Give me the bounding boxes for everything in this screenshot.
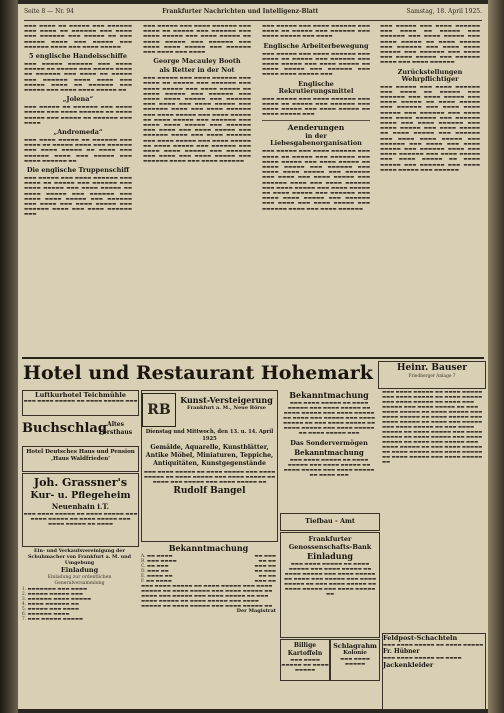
text-block: ▬▬▬ ▬▬▬▬▬ ▬▬▬ ▬▬▬▬ ▬▬▬▬▬▬ ▬▬▬ ▬▬▬▬ ▬▬ ▬▬▬▬▬ ▬▬▬ ▬▬▬▬▬▬ ▬▬▬ ▬▬▬▬ ▬▬▬▬▬ ▬▬▬ ▬▬▬▬ ▬▬▬▬▬ ▬▬ ▬▬▬▬ ▬▬▬▬▬ ▬▬▬: [262, 96, 370, 118]
ad-address: Friedberger Anlage 7: [408, 374, 456, 379]
ad-title: Hotel Deutsches Haus und Pension ,Haus Waldfrieden': [26, 449, 135, 462]
divider: [262, 120, 370, 121]
ad-title: Billige Kartoffeln: [287, 642, 323, 657]
text-block: ▬▬▬ ▬▬▬▬▬ ▬▬▬ ▬▬▬▬ ▬▬▬▬▬▬ ▬▬▬ ▬▬▬▬ ▬▬ ▬▬▬▬▬ ▬▬▬ ▬▬▬▬▬▬ ▬▬▬ ▬▬▬▬ ▬▬▬▬▬ ▬▬▬ ▬▬▬▬ ▬▬▬▬▬ ▬▬ ▬▬▬▬ ▬▬▬▬▬ ▬▬▬ ▬▬▬▬▬▬ ▬▬▬ ▬▬▬▬ ▬▬▬▬ ▬▬▬▬▬ ▬▬▬: [262, 51, 370, 78]
ad-grassner: [22, 473, 139, 547]
text-block: ▬▬▬ ▬▬▬▬ ▬▬▬▬▬ ▬▬ ▬▬▬▬ ▬▬▬▬▬ ▬▬▬ ▬▬▬▬ ▬▬▬▬▬ ▬▬ ▬▬▬▬ ▬▬▬▬▬ ▬▬▬ ▬▬▬▬ ▬▬▬▬▬ ▬▬ ▬▬▬▬ ▬▬▬ ▬▬▬▬▬ ▬▬▬ ▬▬▬▬ ▬▬▬▬▬ ▬▬: [143, 470, 276, 485]
ad-place: Neuenhain i.T.: [51, 502, 110, 511]
ad-title: Frankfurter Genossenschafts-Bank: [288, 535, 372, 551]
ad-teichmuehle: [22, 390, 139, 416]
page-binding: [0, 0, 18, 713]
text-block: ▬▬▬ ▬▬▬▬ ▬▬▬▬▬ ▬▬ ▬▬▬▬ ▬▬▬▬▬: [281, 658, 329, 673]
newspaper-page: [18, 4, 488, 709]
ad-hotel-hohemark: [22, 361, 374, 387]
ad-bekanntmachung-1: [280, 390, 378, 510]
text-block: ▬▬▬ ▬▬▬▬▬ ▬▬▬▬▬▬ ▬▬▬ ▬▬▬▬ ▬▬▬▬▬ ▬▬ ▬▬▬▬▬ ▬▬▬ ▬▬▬▬▬ ▬▬▬▬ ▬▬ ▬▬▬▬▬▬ ▬▬▬ ▬▬▬▬ ▬▬ ▬▬▬▬▬ ▬▬▬ ▬▬▬▬▬▬ ▬▬▬▬ ▬▬▬▬ ▬▬▬ ▬▬▬▬▬ ▬▬▬▬ ▬▬ ▬▬▬▬▬▬ ▬▬▬ ▬▬▬▬▬ ▬▬▬ ▬▬▬▬ ▬▬▬▬ ▬▬▬▬▬ ▬▬: [24, 62, 132, 94]
ad-subtitle: Kolonie: [343, 650, 367, 656]
text-block: ▬▬▬ ▬▬▬▬ ▬▬▬▬▬ ▬▬ ▬▬▬▬ ▬▬▬▬▬ ▬▬▬ ▬▬▬▬ ▬▬▬▬▬ ▬▬ ▬▬▬▬ ▬▬▬▬▬ ▬▬▬ ▬▬▬▬ ▬▬▬▬▬ ▬▬ ▬▬▬▬: [23, 512, 138, 527]
text-block: ▬▬▬ ▬▬▬▬▬ ▬▬ ▬▬▬▬▬▬ ▬▬▬ ▬▬▬▬ ▬▬▬▬▬ ▬▬▬ ▬▬▬▬ ▬▬▬▬▬▬ ▬▬ ▬▬▬▬ ▬▬▬▬▬ ▬▬▬ ▬▬▬▬▬ ▬▬ ▬▬▬▬▬▬ ▬▬▬ ▬▬▬▬: [24, 105, 132, 126]
headline: Englische Arbeiterbewegung: [263, 41, 369, 50]
ad-deutsches-haus: [22, 446, 139, 472]
ad-title: Bekanntmachung: [168, 543, 249, 553]
headline: Die englische Truppenschiff: [26, 166, 130, 175]
page-edge: [488, 0, 504, 713]
headline: George Macauley Booth: [153, 57, 241, 66]
headline: als Retter in der Not: [159, 66, 235, 75]
ad-city: Frankfurt a. M., Neue Börse: [187, 405, 266, 411]
ad-title: Feldpost-Schachteln: [383, 634, 458, 642]
headline: 5 englische Handelsschiffe: [28, 52, 128, 61]
advertisement-section: [22, 357, 484, 705]
ad-title: Bekanntmachung: [289, 390, 369, 400]
auction-logo: RB: [142, 393, 176, 427]
text-block: ▬▬▬ ▬▬▬▬ ▬▬ ▬▬▬▬▬ ▬▬▬ ▬▬▬▬▬▬ ▬▬▬ ▬▬▬▬ ▬▬ ▬▬▬▬▬▬ ▬▬▬ ▬▬▬▬ ▬▬▬ ▬▬▬▬▬▬ ▬▬▬ ▬▬▬▬▬ ▬▬ ▬▬▬ ▬▬▬▬▬ ▬▬▬▬ ▬▬▬ ▬▬▬▬▬ ▬▬▬ ▬▬▬▬▬▬ ▬▬▬▬ ▬▬▬ ▬▬▬▬ ▬▬▬▬▬: [24, 24, 132, 50]
ad-title: Buchschlag: [22, 421, 107, 436]
text-block: ▬▬▬ ▬▬▬▬ ▬▬▬▬▬ ▬▬ ▬▬▬▬ ▬▬▬▬▬ ▬▬▬ ▬▬▬▬ ▬▬▬▬▬ ▬▬ ▬▬▬▬ ▬▬▬▬▬ ▬▬▬ ▬▬▬▬ ▬▬▬▬▬ ▬▬ ▬▬▬▬ ▬▬▬: [283, 458, 375, 478]
ad-items: Gemälde, Aquarelle, Kunstblätter, Antike Möbel, Miniaturen, Teppiche, Antiquitäten, Kunstgegenstände: [145, 444, 274, 467]
text-block: ▬▬▬ ▬▬▬▬ ▬▬▬▬▬: [340, 657, 370, 667]
text-block: ▬▬▬ ▬▬▬▬▬ ▬▬▬ ▬▬▬▬ ▬▬▬▬▬▬ ▬▬▬ ▬▬▬▬ ▬▬ ▬▬▬▬▬ ▬▬▬ ▬▬▬▬▬▬ ▬▬▬ ▬▬▬▬ ▬▬▬▬▬ ▬▬▬ ▬▬▬▬ ▬▬▬▬▬ ▬▬ ▬▬▬▬ ▬▬▬▬▬ ▬▬▬ ▬▬▬▬▬▬ ▬▬▬ ▬▬▬▬ ▬▬▬▬ ▬▬▬▬▬ ▬▬▬ ▬▬▬▬▬▬ ▬▬▬ ▬▬▬▬ ▬▬▬ ▬▬▬▬ ▬▬▬▬▬ ▬▬▬ ▬▬▬▬▬▬ ▬▬▬▬ ▬▬▬ ▬▬▬▬ ▬▬▬▬▬▬: [380, 24, 480, 66]
ad-title: Kunst-Versteigerung: [180, 395, 273, 405]
ad-title: Altes Forsthaus: [98, 421, 133, 436]
ad-billige-kartoffeln: [280, 639, 330, 681]
ad-date: Dienstag und Mittwoch, den 13. u. 14. April 1925: [145, 429, 274, 442]
ad-title: Jackenkleider: [383, 661, 434, 669]
headline: Englische Rekrutierungsmittel: [278, 79, 354, 95]
ad-heading: Das Sondervermögen: [290, 439, 368, 447]
ad-bauser: [378, 361, 486, 389]
ad-classifieds: [382, 390, 484, 630]
ad-heading: Einladung: [60, 566, 99, 574]
article-column-1: [24, 24, 132, 354]
ad-title: Luftkurhotel Teichmühle: [35, 391, 126, 399]
text-block: ▬▬▬ ▬▬▬▬ ▬▬▬▬▬ ▬▬ ▬▬▬▬ ▬▬▬▬▬ ▬▬▬: [23, 399, 138, 404]
ad-title: Heinr. Bauser: [397, 363, 467, 373]
headline: „Jolena“: [62, 95, 94, 104]
header-date: Samstag, 18. April 1925.: [406, 8, 482, 15]
text-block: ▬▬▬ ▬▬▬▬▬ ▬▬▬ ▬▬▬▬ ▬▬▬▬▬▬ ▬▬▬ ▬▬▬▬ ▬▬ ▬▬▬▬▬ ▬▬▬ ▬▬▬▬▬▬ ▬▬▬ ▬▬▬▬ ▬▬▬▬▬ ▬▬▬ ▬▬▬▬ ▬▬▬▬▬ ▬▬ ▬▬▬▬ ▬▬▬▬▬ ▬▬▬ ▬▬▬▬▬▬ ▬▬▬ ▬▬▬▬ ▬▬▬▬ ▬▬▬▬▬ ▬▬▬ ▬▬▬▬▬▬ ▬▬▬ ▬▬▬▬ ▬▬▬ ▬▬▬▬ ▬▬▬▬▬ ▬▬▬ ▬▬▬▬▬▬ ▬▬▬▬ ▬▬▬ ▬▬▬▬ ▬▬▬▬▬▬ ▬▬▬: [24, 176, 132, 218]
text-block: 1. ▬▬▬▬▬▬▬ ▬▬▬ ▬▬▬▬ 2. ▬▬▬▬▬ ▬▬▬▬▬ ▬▬▬ 3. ▬▬▬▬▬▬ ▬▬▬▬ ▬▬▬▬▬ 4. ▬▬▬▬ ▬▬▬▬▬▬ ▬▬ 5. ▬▬▬▬▬ ▬▬▬ ▬▬▬▬ 6. ▬▬▬▬▬▬ ▬▬▬▬ 7. ▬▬▬ ▬▬▬▬▬ ▬▬▬▬▬: [22, 587, 92, 622]
ad-auctioneer: Rudolf Bangel: [173, 486, 246, 496]
text-block: A. ▬▬ ▬▬▬▬ ▬▬ ▬▬▬ B. ▬▬▬ ▬▬▬▬ ▬▬ ▬▬ C. ▬▬ ▬▬▬ ▬▬▬ ▬▬ D. ▬▬▬ ▬▬ ▬▬ ▬▬▬ E. ▬▬▬▬ ▬▬ ▬▬ ▬▬ F. ▬▬ ▬▬▬▬ ▬▬▬ ▬▬ ▬▬▬ ▬▬▬▬ ▬▬▬▬▬ ▬▬ ▬▬▬▬ ▬▬▬▬▬ ▬▬▬ ▬▬▬▬ ▬▬▬▬▬ ▬▬ ▬▬▬▬ ▬▬▬▬▬ ▬▬▬ ▬▬▬▬ ▬▬▬▬▬ ▬▬ ▬▬▬▬ ▬▬▬ ▬▬▬▬▬ ▬▬▬ ▬▬▬▬ ▬▬▬▬▬ ▬▬ ▬▬▬ ▬▬▬▬ ▬▬▬▬▬ ▬▬ ▬▬▬▬ ▬▬▬▬▬ ▬▬▬ ▬▬▬▬ ▬▬▬▬▬ ▬▬ ▬▬▬▬ ▬▬▬▬▬ ▬▬▬ ▬▬▬▬ ▬▬▬▬▬ ▬▬: [141, 554, 276, 609]
ad-bekanntmachung-3: [141, 543, 276, 708]
ad-title: Joh. Grassner's: [33, 476, 128, 489]
article-column-2: [143, 24, 251, 354]
ad-kunst-versteigerung: [141, 390, 278, 542]
ad-subtitle: Kur- u. Pflegeheim: [30, 490, 131, 501]
article-column-4: [380, 24, 480, 354]
text-block: ▬▬▬ ▬▬▬▬ ▬▬▬▬▬ ▬▬ ▬▬▬▬ ▬▬▬▬▬ ▬▬▬ ▬▬▬▬ ▬▬▬▬▬ ▬▬ ▬▬▬▬ ▬▬▬▬▬ ▬▬▬ ▬▬▬▬ ▬▬▬▬▬ ▬▬ ▬▬▬▬ ▬▬▬ ▬▬▬▬▬ ▬▬▬ ▬▬▬▬ ▬▬▬▬▬ ▬▬ ▬▬▬ ▬▬▬▬ ▬▬▬▬▬ ▬▬ ▬▬▬▬ ▬▬▬▬▬ ▬▬▬ ▬▬▬▬ ▬▬▬▬▬ ▬▬: [283, 562, 377, 597]
text-block: ▬▬▬ ▬▬▬▬ ▬▬▬▬▬ ▬▬ ▬▬▬▬ ▬▬▬▬▬ ▬▬▬ ▬▬▬▬ ▬▬▬▬▬ ▬▬ ▬▬▬▬ ▬▬▬▬▬ ▬▬▬ ▬▬▬▬ ▬▬▬▬▬ ▬▬ ▬▬▬▬ ▬▬▬ ▬▬▬▬▬ ▬▬▬ ▬▬▬▬ ▬▬▬▬▬ ▬▬ ▬▬▬ ▬▬▬▬ ▬▬▬▬▬ ▬▬ ▬▬▬▬ ▬▬▬▬▬ ▬▬▬ ▬▬▬▬ ▬▬▬▬▬ ▬▬ ▬▬▬▬ ▬▬▬▬▬ ▬▬▬ ▬▬▬▬ ▬▬▬▬▬ ▬▬ ▬▬▬▬ ▬▬▬ ▬▬▬▬▬ ▬▬▬ ▬▬▬▬ ▬▬▬▬▬ ▬▬ ▬▬▬ ▬▬▬▬ ▬▬▬▬▬ ▬▬ ▬▬▬▬ ▬▬▬▬▬ ▬▬▬ ▬▬▬▬ ▬▬▬▬▬ ▬▬ ▬▬▬▬ ▬▬▬▬▬ ▬▬▬ ▬▬▬▬ ▬▬▬▬▬ ▬▬ ▬▬▬▬ ▬▬▬ ▬▬▬▬▬ ▬▬▬ ▬▬▬▬ ▬▬▬▬▬ ▬▬ ▬▬▬ ▬▬▬▬ ▬▬▬▬▬ ▬▬ ▬▬▬▬ ▬▬▬▬▬ ▬▬▬ ▬▬▬▬ ▬▬▬▬▬ ▬▬ ▬▬▬▬ ▬▬▬▬▬ ▬▬▬ ▬▬▬▬ ▬▬▬▬▬ ▬▬: [382, 390, 483, 465]
headline: „Andromeda“: [53, 128, 103, 137]
header-page-number: Seite 8 — Nr. 94: [24, 8, 74, 15]
ad-schlagrahm: [330, 639, 380, 681]
running-header: [24, 8, 482, 21]
ad-title: Ein- und Verkaufsvereinigung der Schuhmacher von Frankfurt a. M. und Umgebung: [28, 548, 131, 566]
text-block: ▬▬▬ ▬▬▬▬▬ ▬▬▬ ▬▬▬▬ ▬▬▬▬▬▬ ▬▬▬ ▬▬▬▬ ▬▬ ▬▬▬▬▬ ▬▬▬ ▬▬▬▬▬▬ ▬▬▬ ▬▬▬▬ ▬▬▬▬▬ ▬▬▬ ▬▬▬▬ ▬▬▬▬▬ ▬▬ ▬▬▬▬ ▬▬▬▬▬ ▬▬▬ ▬▬▬▬▬▬ ▬▬▬ ▬▬▬▬ ▬▬▬▬ ▬▬▬▬▬ ▬▬▬ ▬▬▬▬▬▬ ▬▬▬ ▬▬▬▬ ▬▬▬ ▬▬▬▬ ▬▬▬▬▬ ▬▬▬ ▬▬▬▬▬▬ ▬▬▬▬ ▬▬▬ ▬▬▬▬ ▬▬▬▬▬▬ ▬▬▬ ▬▬▬▬ ▬▬▬▬▬ ▬▬▬ ▬▬▬▬ ▬▬▬▬▬ ▬▬ ▬▬▬▬ ▬▬▬▬▬ ▬▬▬ ▬▬▬▬▬▬ ▬▬▬ ▬▬▬▬ ▬▬▬▬ ▬▬▬▬▬ ▬▬▬ ▬▬▬▬▬▬ ▬▬▬ ▬▬▬▬ ▬▬▬ ▬▬▬▬ ▬▬▬▬▬ ▬▬▬ ▬▬▬▬▬▬ ▬▬▬▬ ▬▬▬ ▬▬▬▬ ▬▬▬▬▬▬: [262, 149, 370, 212]
ad-vereinigung: [22, 548, 137, 708]
ad-subtitle: Einladung zur ordentlichen Generalversammlung: [47, 575, 112, 586]
text-block: ▬▬▬ ▬▬▬▬ ▬▬▬▬▬ ▬▬ ▬▬▬▬: [383, 656, 462, 661]
ad-signature: Der Magistrat: [236, 608, 276, 614]
ad-genossenschaftsbank: [280, 532, 380, 638]
text-block: ▬▬▬ ▬▬▬▬▬ ▬▬▬ ▬▬▬▬ ▬▬▬▬▬▬ ▬▬▬ ▬▬▬▬ ▬▬ ▬▬▬▬▬ ▬▬▬ ▬▬▬▬▬▬ ▬▬▬ ▬▬▬▬ ▬▬▬▬▬ ▬▬▬ ▬▬▬▬ ▬▬▬▬▬ ▬▬ ▬▬▬▬ ▬▬▬▬▬ ▬▬▬ ▬▬▬▬▬▬ ▬▬▬ ▬▬▬▬ ▬▬▬▬ ▬▬▬▬▬ ▬▬▬ ▬▬▬▬▬▬ ▬▬▬ ▬▬▬▬ ▬▬▬ ▬▬▬▬ ▬▬▬▬▬ ▬▬▬ ▬▬▬▬▬▬ ▬▬▬▬ ▬▬▬ ▬▬▬▬ ▬▬▬▬▬▬ ▬▬▬ ▬▬▬▬ ▬▬▬▬▬ ▬▬▬ ▬▬▬▬ ▬▬▬▬▬ ▬▬ ▬▬▬▬ ▬▬▬▬▬ ▬▬▬ ▬▬▬▬▬▬ ▬▬▬ ▬▬▬▬ ▬▬▬▬ ▬▬▬▬▬ ▬▬▬ ▬▬▬▬▬▬ ▬▬▬ ▬▬▬▬ ▬▬▬ ▬▬▬▬ ▬▬▬▬▬ ▬▬▬ ▬▬▬▬▬▬ ▬▬▬▬ ▬▬▬ ▬▬▬▬ ▬▬▬▬▬▬ ▬▬▬ ▬▬▬▬ ▬▬▬▬▬ ▬▬▬ ▬▬▬▬ ▬▬▬▬▬ ▬▬ ▬▬▬▬ ▬▬▬▬▬ ▬▬▬ ▬▬▬▬▬▬ ▬▬▬ ▬▬▬▬ ▬▬▬▬ ▬▬▬▬▬ ▬▬▬ ▬▬▬▬▬▬: [380, 84, 480, 173]
ad-title: Bekanntmachung: [294, 448, 364, 457]
ad-title: Fr. Hübner: [383, 648, 420, 655]
ad-title: Tiefbau - Amt: [305, 517, 355, 525]
text-block: ▬▬▬ ▬▬▬▬▬ ▬▬▬ ▬▬▬▬ ▬▬▬▬▬▬ ▬▬▬ ▬▬▬▬ ▬▬ ▬▬▬▬▬ ▬▬▬ ▬▬▬▬▬▬ ▬▬▬ ▬▬▬▬ ▬▬▬▬▬ ▬▬▬ ▬▬▬▬ ▬▬▬▬▬ ▬▬ ▬▬▬▬ ▬▬▬▬▬ ▬▬▬ ▬▬▬▬▬▬ ▬▬▬ ▬▬▬▬ ▬▬▬▬ ▬▬▬▬▬ ▬▬▬ ▬▬▬▬▬▬ ▬▬▬ ▬▬▬▬ ▬▬▬ ▬▬▬▬ ▬▬▬▬▬ ▬▬▬ ▬▬▬▬▬▬ ▬▬▬▬ ▬▬▬ ▬▬▬▬ ▬▬▬▬▬▬ ▬▬▬ ▬▬▬▬ ▬▬▬▬▬ ▬▬▬ ▬▬▬▬ ▬▬▬▬▬ ▬▬ ▬▬▬▬ ▬▬▬▬▬ ▬▬▬ ▬▬▬▬▬▬ ▬▬▬ ▬▬▬▬ ▬▬▬▬ ▬▬▬▬▬ ▬▬▬ ▬▬▬▬▬▬ ▬▬▬ ▬▬▬▬ ▬▬▬ ▬▬▬▬ ▬▬▬▬▬ ▬▬▬ ▬▬▬▬▬▬ ▬▬▬▬ ▬▬▬ ▬▬▬▬ ▬▬▬▬▬▬ ▬▬▬ ▬▬▬▬ ▬▬▬▬▬ ▬▬▬ ▬▬▬▬ ▬▬▬▬▬ ▬▬ ▬▬▬▬ ▬▬▬▬▬ ▬▬▬ ▬▬▬▬▬▬ ▬▬▬ ▬▬▬▬ ▬▬▬▬ ▬▬▬▬▬ ▬▬▬ ▬▬▬▬▬▬ ▬▬▬ ▬▬▬▬ ▬▬▬ ▬▬▬▬ ▬▬▬▬▬ ▬▬▬ ▬▬▬▬▬▬ ▬▬▬▬ ▬▬▬ ▬▬▬▬ ▬▬▬▬▬▬: [143, 76, 251, 165]
text-block: ▬▬▬ ▬▬▬▬ ▬▬▬▬▬ ▬▬ ▬▬▬▬▬▬ ▬▬▬ ▬▬▬▬ ▬▬ ▬▬▬▬▬ ▬▬▬▬ ▬▬▬ ▬▬▬▬▬▬ ▬▬▬ ▬▬▬▬ ▬▬▬▬▬ ▬▬ ▬▬▬▬ ▬▬▬ ▬▬▬▬▬▬ ▬▬▬▬ ▬▬▬ ▬▬▬▬▬ ▬▬▬ ▬▬▬▬ ▬▬▬▬▬▬ ▬▬: [24, 138, 132, 164]
article-column-3: [262, 24, 370, 354]
ad-title: Schlagrahm: [333, 642, 377, 650]
ad-heading: Einladung: [307, 551, 353, 561]
ad-buchschlag: [22, 417, 107, 443]
text-block: ▬▬▬ ▬▬▬▬▬ ▬▬▬ ▬▬▬▬ ▬▬▬▬▬▬ ▬▬▬ ▬▬▬▬ ▬▬ ▬▬▬▬▬ ▬▬▬ ▬▬▬▬▬▬ ▬▬▬ ▬▬▬▬ ▬▬▬▬▬ ▬▬▬ ▬▬▬▬ ▬▬▬▬▬ ▬▬ ▬▬▬▬ ▬▬▬▬▬ ▬▬▬ ▬▬▬▬▬▬ ▬▬▬ ▬▬▬▬ ▬▬▬▬ ▬▬▬▬▬ ▬▬▬ ▬▬▬▬▬▬ ▬▬▬ ▬▬▬▬ ▬▬▬ ▬▬▬▬: [143, 24, 251, 56]
header-masthead: Frankfurter Nachrichten und Intelligenz-Blatt: [162, 8, 319, 15]
ad-title: Hotel und Restaurant Hohemark: [23, 362, 373, 384]
headline: Zurückstellungen Wehrpflichtiger: [397, 67, 463, 83]
text-block: ▬▬▬ ▬▬▬▬▬ ▬▬▬ ▬▬▬▬ ▬▬▬▬▬▬ ▬▬▬ ▬▬▬▬ ▬▬ ▬▬▬▬▬ ▬▬▬ ▬▬▬▬▬▬ ▬▬▬ ▬▬▬▬ ▬▬▬▬▬ ▬▬▬ ▬▬▬▬: [262, 24, 370, 40]
headline: in der Liebesgabenorganisation: [270, 132, 362, 148]
ad-forsthaus: [94, 417, 137, 443]
text-block: ▬▬▬ ▬▬▬▬ ▬▬▬▬▬ ▬▬ ▬▬▬▬ ▬▬▬▬▬: [383, 643, 484, 648]
ad-side-column: [382, 633, 486, 710]
ad-tiefbauamt: [280, 513, 380, 531]
headline: Aenderungen: [287, 123, 345, 133]
text-block: ▬▬▬ ▬▬▬▬ ▬▬▬▬▬ ▬▬ ▬▬▬▬ ▬▬▬▬▬ ▬▬▬ ▬▬▬▬ ▬▬▬▬▬ ▬▬ ▬▬▬▬ ▬▬▬▬▬ ▬▬▬ ▬▬▬▬ ▬▬▬▬▬ ▬▬ ▬▬▬▬ ▬▬▬ ▬▬▬▬▬ ▬▬▬ ▬▬▬▬ ▬▬▬▬▬ ▬▬ ▬▬▬ ▬▬▬▬ ▬▬▬▬▬ ▬▬ ▬▬▬▬ ▬▬▬▬▬ ▬▬▬ ▬▬▬▬ ▬▬▬▬▬ ▬▬ ▬▬▬▬ ▬▬▬▬▬ ▬▬▬: [282, 401, 376, 436]
